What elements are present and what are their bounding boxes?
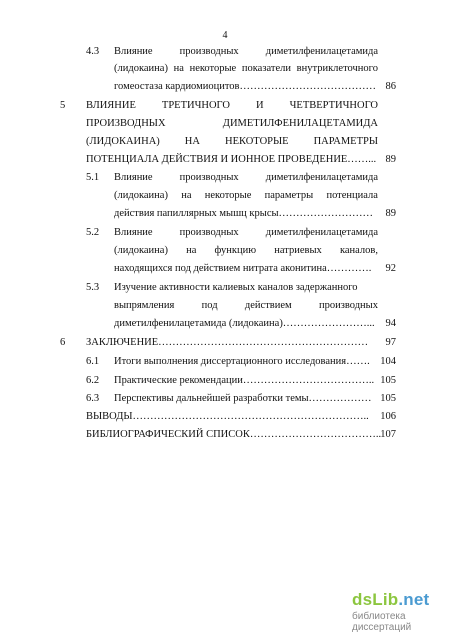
toc-entry-number: 6 [60, 337, 66, 348]
toc-entry-page: 89 [385, 154, 396, 165]
toc-entry-line: находящихся под действием нитрата аконитина…………. [114, 263, 372, 274]
toc-entry-line: Влияние производных диметилфенилацетамида [114, 172, 378, 183]
toc-entry-line: Практические рекомендации……………………………….. [114, 375, 375, 386]
toc-entry-page: 94 [385, 318, 396, 329]
toc-word: Влияние [114, 46, 153, 57]
toc-word: производных [179, 46, 239, 57]
toc-entry-line: ЗАКЛЮЧЕНИЕ…………………………………………………… [86, 337, 369, 348]
toc-entry-line: (лидокаина) на функцию натриевых каналов, [114, 245, 378, 256]
toc-entry-line: Влияние производных диметилфенилацетамида [114, 227, 378, 238]
toc-entry-line: действия папиллярных мышц крысы……………………… [114, 208, 374, 219]
watermark-subtitle: библиотека диссертаций [352, 611, 412, 633]
toc-entry-line: (лидокаина) на некоторые показатели внутриклеточного [114, 63, 378, 74]
toc-entry-line: гомеостаза кардиомиоцитов………………………………… [114, 81, 377, 92]
toc-entry-number: 4.3 [86, 46, 100, 57]
toc-entry-line: Перспективы дальнейшей разработки темы……………… [114, 393, 372, 404]
toc-entry-line [114, 45, 378, 58]
toc-entry-number: 6.3 [86, 393, 100, 404]
toc-entry-line: БИБЛИОГРАФИЧЕСКИЙ СПИСОК……………………………….. [86, 429, 382, 440]
watermark [352, 590, 450, 633]
toc-entry-page: 104 [380, 356, 396, 367]
toc-entry-number: 5.1 [86, 172, 100, 183]
toc-entry-line: ВЫВОДЫ………………………………………………………….. [86, 411, 369, 422]
toc-entry-line: ВЛИЯНИЕ ТРЕТИЧНОГО И ЧЕТВЕРТИЧНОГО [86, 100, 378, 111]
toc-entry-line: выпрямления под действием производных [114, 300, 378, 311]
toc-entry-page: 86 [385, 81, 396, 92]
toc-entry-number: 6.1 [86, 356, 100, 367]
toc-word: диметилфенилацетамида [265, 46, 378, 57]
toc-entry-line: диметилфенилацетамида (лидокаина)……………………... [114, 318, 375, 329]
toc-entry-page: 92 [385, 263, 396, 274]
toc-entry-line: Изучение активности калиевых каналов задержанного [114, 282, 358, 293]
toc-entry-line: Итоги выполнения диссертационного исследования……. [114, 356, 370, 367]
toc-entry-line: ПРОИЗВОДНЫХ ДИМЕТИЛФЕНИЛАЦЕТАМИДА [86, 118, 378, 129]
toc-entry-page: 89 [385, 208, 396, 219]
toc-entry-page: 106 [380, 411, 396, 422]
watermark-logo: dsLib.net [352, 590, 430, 609]
toc-entry-line: (ЛИДОКАИНА) НА НЕКОТОРЫЕ ПАРАМЕТРЫ [86, 136, 378, 147]
toc-entry-line: ПОТЕНЦИАЛА ДЕЙСТВИЯ И ИОННОЕ ПРОВЕДЕНИЕ……... [86, 154, 377, 165]
toc-entry-page: 105 [380, 393, 396, 404]
toc-entry-page: 107 [380, 429, 396, 440]
toc-entry-page: 105 [380, 375, 396, 386]
toc-entry-number: 6.2 [86, 375, 100, 386]
toc-entry-line: (лидокаина) на некоторые параметры потенциала [114, 190, 378, 201]
toc-entry-number: 5 [60, 100, 66, 111]
toc-entry-number: 5.3 [86, 282, 100, 293]
toc-entry-number: 5.2 [86, 227, 100, 238]
page-number: 4 [222, 30, 228, 41]
toc-entry-page: 97 [385, 337, 396, 348]
